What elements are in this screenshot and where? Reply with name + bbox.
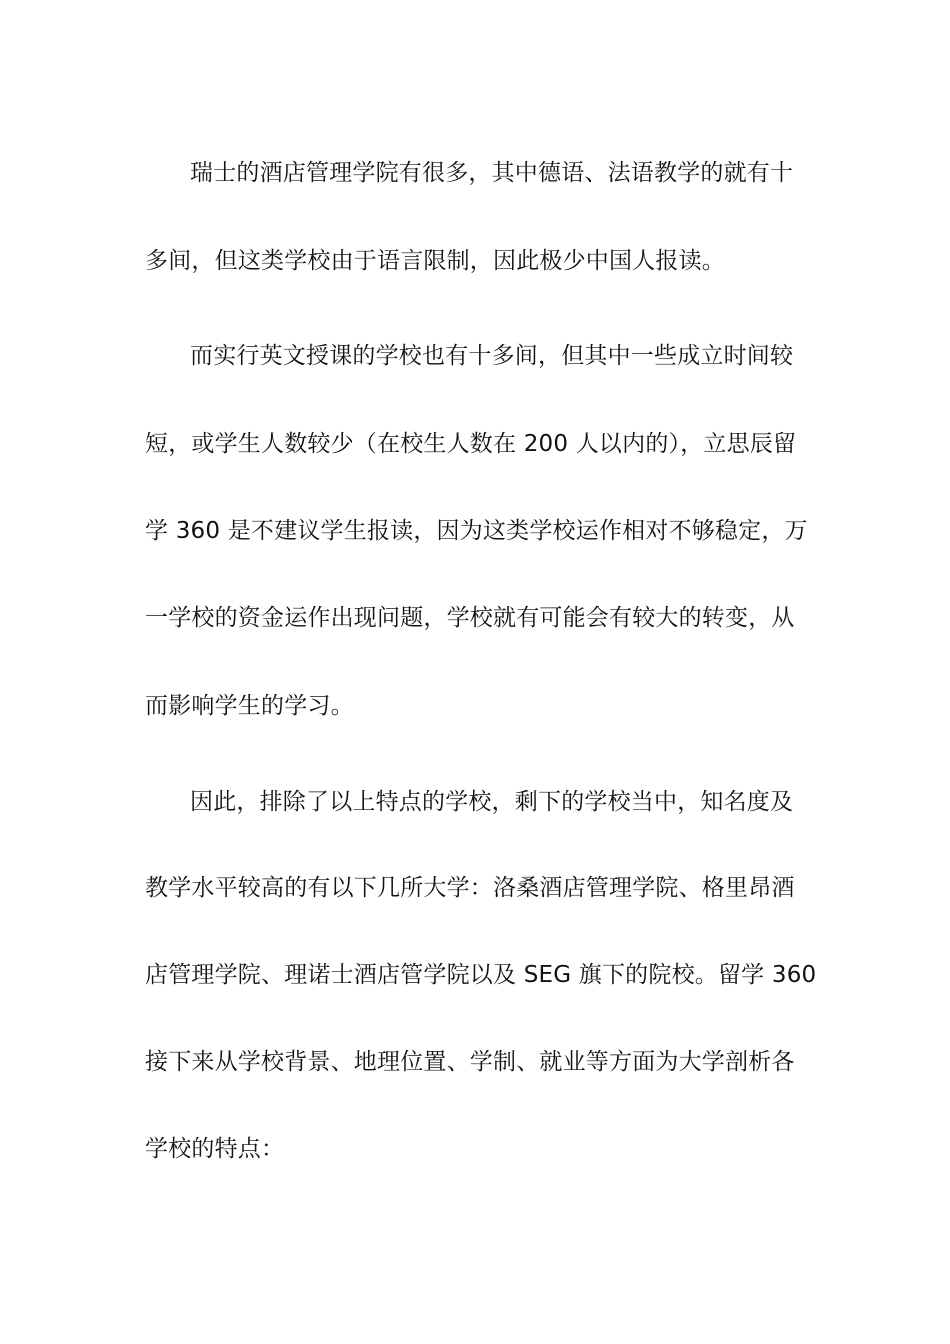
paragraph-2-line-4: 一学校的资金运作出现问题，学校就有可能会有较大的转变，从 — [145, 605, 795, 631]
paragraph-2-line-5: 而影响学生的学习。 — [145, 693, 354, 719]
paragraph-3-line-4: 接下来从学校背景、地理位置、学制、就业等方面为大学剖析各 — [145, 1049, 795, 1075]
paragraph-2-line-1: 而实行英文授课的学校也有十多间，但其中一些成立时间较 — [190, 343, 794, 369]
paragraph-2-line-3: 学 360 是不建议学生报读，因为这类学校运作相对不够稳定，万 — [145, 518, 808, 544]
paragraph-3-line-5: 学校的特点： — [145, 1136, 285, 1162]
paragraph-3-line-2: 教学水平较高的有以下几所大学：洛桑酒店管理学院、格里昂酒 — [145, 875, 795, 901]
paragraph-3-line-1: 因此，排除了以上特点的学校，剩下的学校当中，知名度及 — [190, 789, 794, 815]
paragraph-3-line-3: 店管理学院、理诺士酒店管学院以及 SEG 旗下的院校。留学 360 — [145, 962, 817, 988]
paragraph-1-line-2: 多间，但这类学校由于语言限制，因此极少中国人报读。 — [145, 248, 725, 274]
paragraph-2-line-2: 短，或学生人数较少（在校生人数在 200 人以内的），立思辰留 — [145, 431, 797, 457]
paragraph-1-line-1: 瑞士的酒店管理学院有很多，其中德语、法语教学的就有十 — [190, 160, 794, 186]
